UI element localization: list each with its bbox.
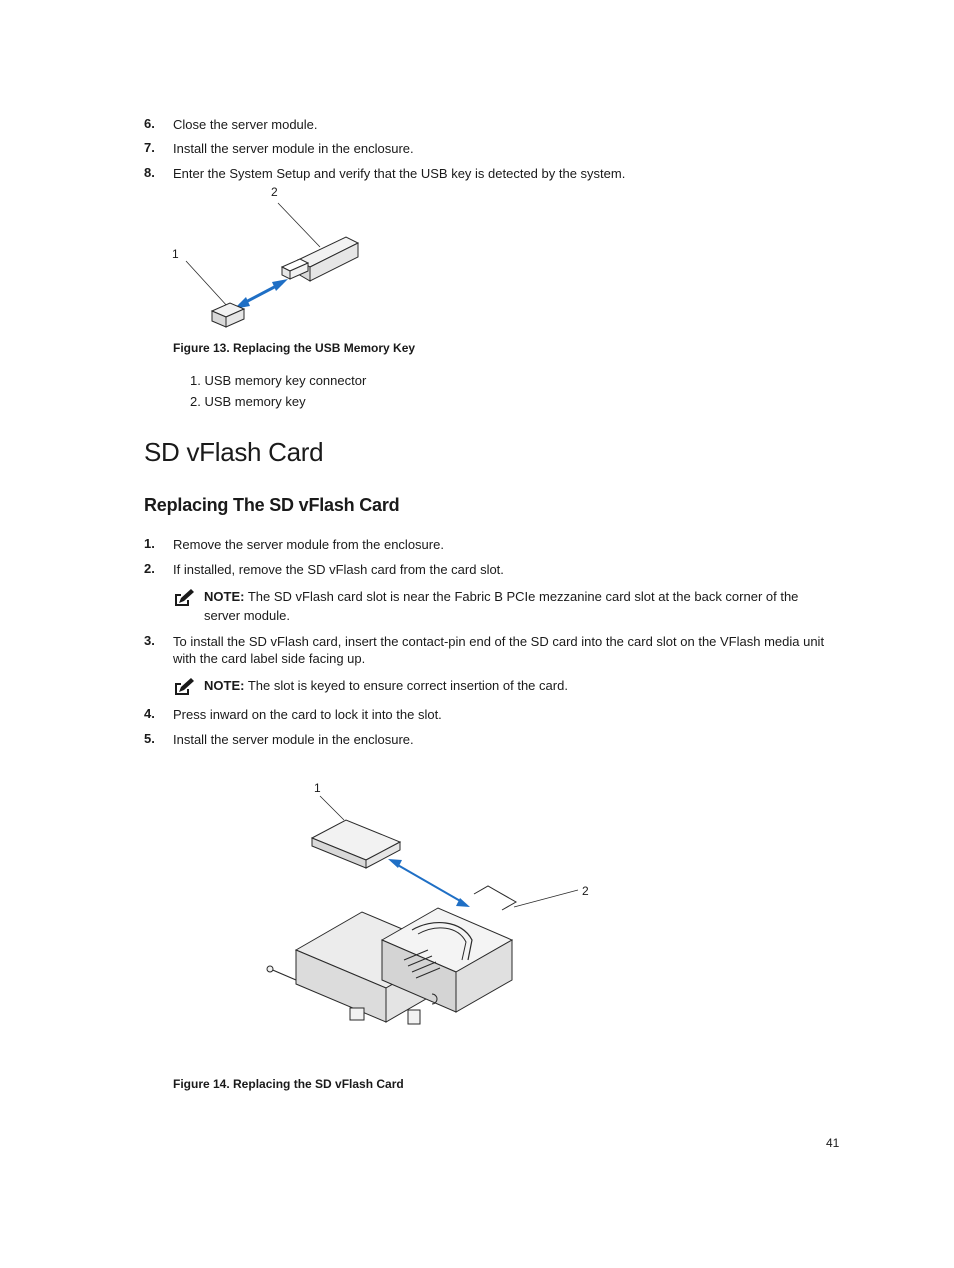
figure-14-caption: Figure 14. Replacing the SD vFlash Card <box>173 1077 404 1091</box>
step-number: 4. <box>144 706 155 721</box>
step-number: 8. <box>144 165 155 180</box>
step-text: If installed, remove the SD vFlash card from the card slot. <box>173 562 504 577</box>
usb-key-drawing <box>170 195 370 335</box>
step-number: 7. <box>144 140 155 155</box>
sd-vflash-drawing <box>262 790 592 1040</box>
step-number: 3. <box>144 633 155 648</box>
step-number: 5. <box>144 731 155 746</box>
note-body: The slot is keyed to ensure correct insertion of the card. <box>244 678 568 693</box>
step-number: 6. <box>144 116 155 131</box>
figure13-legend-item: 1. USB memory key connector <box>190 373 367 388</box>
step-text: To install the SD vFlash card, insert the contact-pin end of the SD card into the card slot on the VFlash media unit with the card label side facing up. <box>173 634 825 666</box>
figure-13-caption: Figure 13. Replacing the USB Memory Key <box>173 341 416 355</box>
note-pencil-icon <box>173 588 195 610</box>
figure14-callout-2: 2 <box>582 884 589 898</box>
figure13-callout-2: 2 <box>271 185 278 199</box>
step-number: 1. <box>144 536 155 551</box>
subsection-title: Replacing The SD vFlash Card <box>144 495 400 515</box>
step-number: 2. <box>144 561 155 576</box>
note-label: NOTE: <box>204 589 245 604</box>
note-pencil-icon <box>173 677 195 699</box>
figure14-callout-1: 1 <box>314 781 321 795</box>
figure13-callout-1: 1 <box>172 247 179 261</box>
note-body: The SD vFlash card slot is near the Fabric B PCIe mezzanine card slot at the back corner of the server module. <box>204 589 799 623</box>
step-text: Press inward on the card to lock it into the slot. <box>173 707 442 722</box>
section-title: SD vFlash Card <box>144 437 324 467</box>
step-text: Close the server module. <box>173 117 318 132</box>
step-text: Enter the System Setup and verify that the USB key is detected by the system. <box>173 166 626 181</box>
step-text: Remove the server module from the enclosure. <box>173 537 444 552</box>
step-text: Install the server module in the enclosure. <box>173 141 414 156</box>
step-text: Install the server module in the enclosure. <box>173 732 414 747</box>
note-label: NOTE: <box>204 678 245 693</box>
page-number: 41 <box>826 1136 840 1150</box>
note-text <box>204 587 836 625</box>
note-text <box>204 676 836 695</box>
figure13-legend-item: 2. USB memory key <box>190 394 306 409</box>
